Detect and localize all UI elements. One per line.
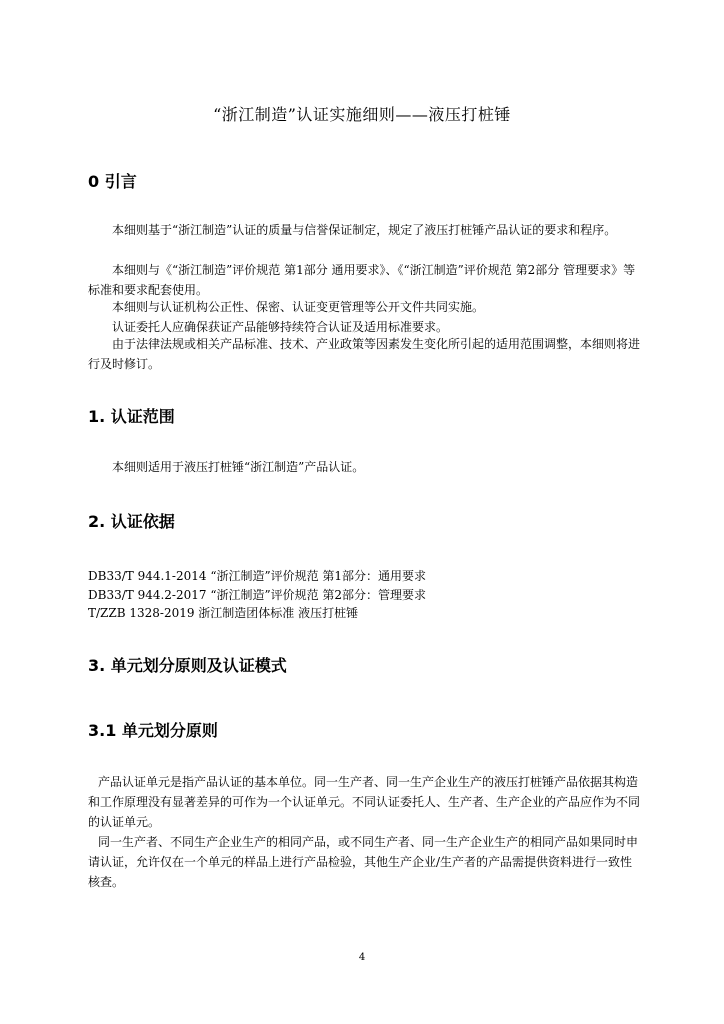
section-heading-unit-division-principle: 3.1 单元划分原则: [88, 721, 218, 740]
unit-division-paragraph-1: 产品认证单元是指产品认证的基本单位。同一生产者、同一生产企业生产的液压打桩锤产品依据其构造和工作原理没有显著差异的可作为一个认证单元。不同认证委托人、生产者、生产企业的产品应作为不同的认证单元。: [88, 775, 641, 829]
reference-standard-3: T/ZZB 1328-2019 浙江制造团体标准 液压打桩锤: [88, 606, 359, 620]
page-number: 4: [358, 952, 366, 963]
document-title: “浙江制造”认证实施细则——液压打桩锤: [213, 105, 511, 124]
intro-paragraph-2: 本细则与《“浙江制造”评价规范 第1部分 通用要求》、《“浙江制造”评价规范 第2部分 管理要求》等标准和要求配套使用。: [88, 263, 636, 297]
intro-paragraph-5: 由于法律法规或相关产品标准、技术、产业政策等因素发生变化所引起的适用范围调整，本细则将进行及时修订。: [88, 337, 641, 371]
section-heading-introduction: 0 引言: [88, 172, 137, 191]
reference-standard-1: DB33/T 944.1-2014 “浙江制造”评价规范 第1部分：通用要求: [88, 569, 427, 583]
intro-paragraph-3: 本细则与认证机构公正性、保密、认证变更管理等公开文件共同实施。: [112, 300, 485, 314]
intro-paragraph-4: 认证委托人应确保获证产品能够持续符合认证及适用标准要求。: [112, 320, 449, 334]
section-heading-unit-division-and-mode: 3. 单元划分原则及认证模式: [88, 656, 287, 675]
section-heading-basis: 2. 认证依据: [88, 512, 175, 531]
reference-standard-2: DB33/T 944.2-2017 “浙江制造”评价规范 第2部分：管理要求: [88, 588, 427, 602]
scope-paragraph: 本细则适用于液压打桩锤“浙江制造”产品认证。: [112, 460, 365, 474]
intro-paragraph-1: 本细则基于“浙江制造”认证的质量与信誉保证制定，规定了液压打桩锤产品认证的要求和程序。: [112, 223, 617, 237]
section-heading-scope: 1. 认证范围: [88, 407, 175, 426]
unit-division-paragraph-2: 同一生产者、不同生产企业生产的相同产品，或不同生产者、同一生产企业生产的相同产品如果同时申请认证，允许仅在一个单元的样品上进行产品检验，其他生产企业/生产者的产品需提供资料进行一致性核查。: [88, 835, 639, 889]
